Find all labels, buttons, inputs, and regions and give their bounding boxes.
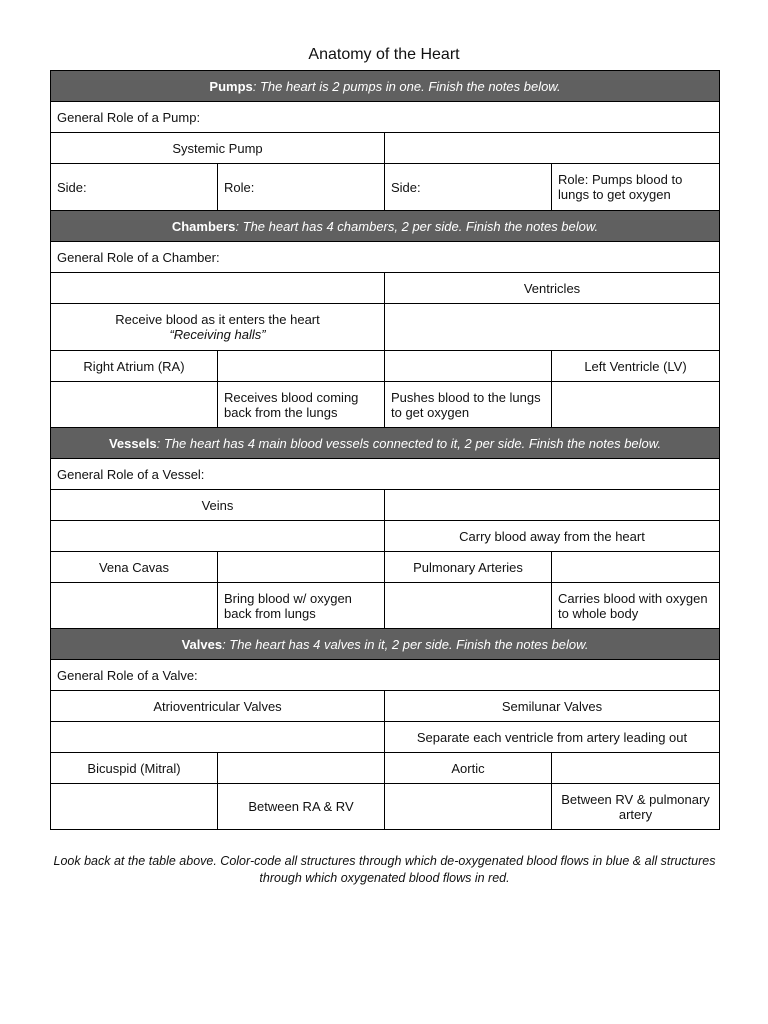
- valve-description-cell-1[interactable]: [51, 784, 218, 830]
- vessels-header-label: Vessels: [108, 435, 157, 451]
- valves-header-label: Valves: [181, 636, 223, 652]
- vessel-name-cell-3[interactable]: Pulmonary Arteries: [385, 552, 552, 583]
- page-title: Anatomy of the Heart: [308, 46, 460, 63]
- vessels-left-heading[interactable]: Veins: [51, 490, 385, 521]
- chambers-left-heading[interactable]: [51, 273, 385, 304]
- vessel-description-cell-3[interactable]: [385, 583, 552, 629]
- vessels-left-role[interactable]: [51, 521, 385, 552]
- pumps-section-header: [51, 71, 720, 102]
- valves-left-heading[interactable]: Atrioventricular Valves: [51, 691, 385, 722]
- chamber-description-cell-3[interactable]: Pushes blood to the lungs to get oxygen: [385, 382, 552, 428]
- pumps-right-heading[interactable]: [385, 133, 720, 164]
- valves-section-header: [51, 629, 720, 660]
- chamber-description-cell-4[interactable]: [552, 382, 720, 428]
- chamber-name-cell-2[interactable]: [218, 351, 385, 382]
- chamber-name-cell-4[interactable]: Left Ventricle (LV): [552, 351, 720, 382]
- valve-description-cell-2[interactable]: Between RA & RV: [218, 784, 385, 830]
- chambers-left-role-nickname: “Receiving halls”: [169, 327, 266, 342]
- chambers-general-role[interactable]: General Role of a Chamber:: [51, 242, 720, 273]
- vessel-description-cell-1[interactable]: [51, 583, 218, 629]
- valve-name-cell-4[interactable]: [552, 753, 720, 784]
- chamber-description-cell-1[interactable]: [51, 382, 218, 428]
- pumps-header-label: Pumps: [209, 78, 253, 94]
- vessels-general-role[interactable]: General Role of a Vessel:: [51, 459, 720, 490]
- valve-name-cell-2[interactable]: [218, 753, 385, 784]
- chambers-header-instructions: : The heart has 4 chambers, 2 per side. Finish the notes below.: [235, 218, 599, 234]
- vessel-description-cell-2[interactable]: Bring blood w/ oxygen back from lungs: [218, 583, 385, 629]
- anatomy-worksheet-table: [50, 70, 720, 830]
- chambers-right-role[interactable]: [385, 304, 720, 351]
- chamber-name-cell-1[interactable]: Right Atrium (RA): [51, 351, 218, 382]
- valves-right-heading[interactable]: Semilunar Valves: [385, 691, 720, 722]
- vessel-name-cell-2[interactable]: [218, 552, 385, 583]
- valve-description-cell-3[interactable]: [385, 784, 552, 830]
- pumps-general-role[interactable]: General Role of a Pump:: [51, 102, 720, 133]
- vessels-header-instructions: : The heart has 4 main blood vessels connected to it, 2 per side. Finish the notes below.: [156, 435, 662, 451]
- valves-header-instructions: : The heart has 4 valves in it, 2 per side. Finish the notes below.: [222, 636, 589, 652]
- vessels-right-heading[interactable]: [385, 490, 720, 521]
- pumps-left-side-cell[interactable]: Side:: [51, 164, 218, 211]
- vessels-right-role[interactable]: Carry blood away from the heart: [385, 521, 720, 552]
- vessel-name-cell-4[interactable]: [552, 552, 720, 583]
- valves-left-role[interactable]: [51, 722, 385, 753]
- chambers-left-role-text: Receive blood as it enters the heart: [115, 312, 320, 327]
- valves-right-role[interactable]: Separate each ventricle from artery leading out: [385, 722, 720, 753]
- chambers-header-label: Chambers: [171, 218, 236, 234]
- vessel-name-cell-1[interactable]: Vena Cavas: [51, 552, 218, 583]
- pumps-header-instructions: : The heart is 2 pumps in one. Finish the notes below.: [252, 78, 561, 94]
- chambers-right-heading[interactable]: Ventricles: [385, 273, 720, 304]
- footer-instructions: Look back at the table above. Color-code all structures through which de-oxygenated blood flows in blue & all structures through which oxygenated blood flows in red.: [53, 854, 716, 885]
- vessels-section-header: [51, 428, 720, 459]
- valve-name-cell-1[interactable]: Bicuspid (Mitral): [51, 753, 218, 784]
- chamber-name-cell-3[interactable]: [385, 351, 552, 382]
- chambers-section-header: [51, 211, 720, 242]
- pumps-right-side-cell[interactable]: Side:: [385, 164, 552, 211]
- valve-description-cell-4[interactable]: Between RV & pulmonary artery: [552, 784, 720, 830]
- pumps-left-heading[interactable]: Systemic Pump: [51, 133, 385, 164]
- valves-general-role[interactable]: General Role of a Valve:: [51, 660, 720, 691]
- pumps-right-role-cell[interactable]: Role: Pumps blood to lungs to get oxygen: [552, 164, 720, 211]
- chambers-left-role[interactable]: [51, 304, 385, 351]
- vessel-description-cell-4[interactable]: Carries blood with oxygen to whole body: [552, 583, 720, 629]
- chamber-description-cell-2[interactable]: Receives blood coming back from the lungs: [218, 382, 385, 428]
- pumps-left-role-cell[interactable]: Role:: [218, 164, 385, 211]
- valve-name-cell-3[interactable]: Aortic: [385, 753, 552, 784]
